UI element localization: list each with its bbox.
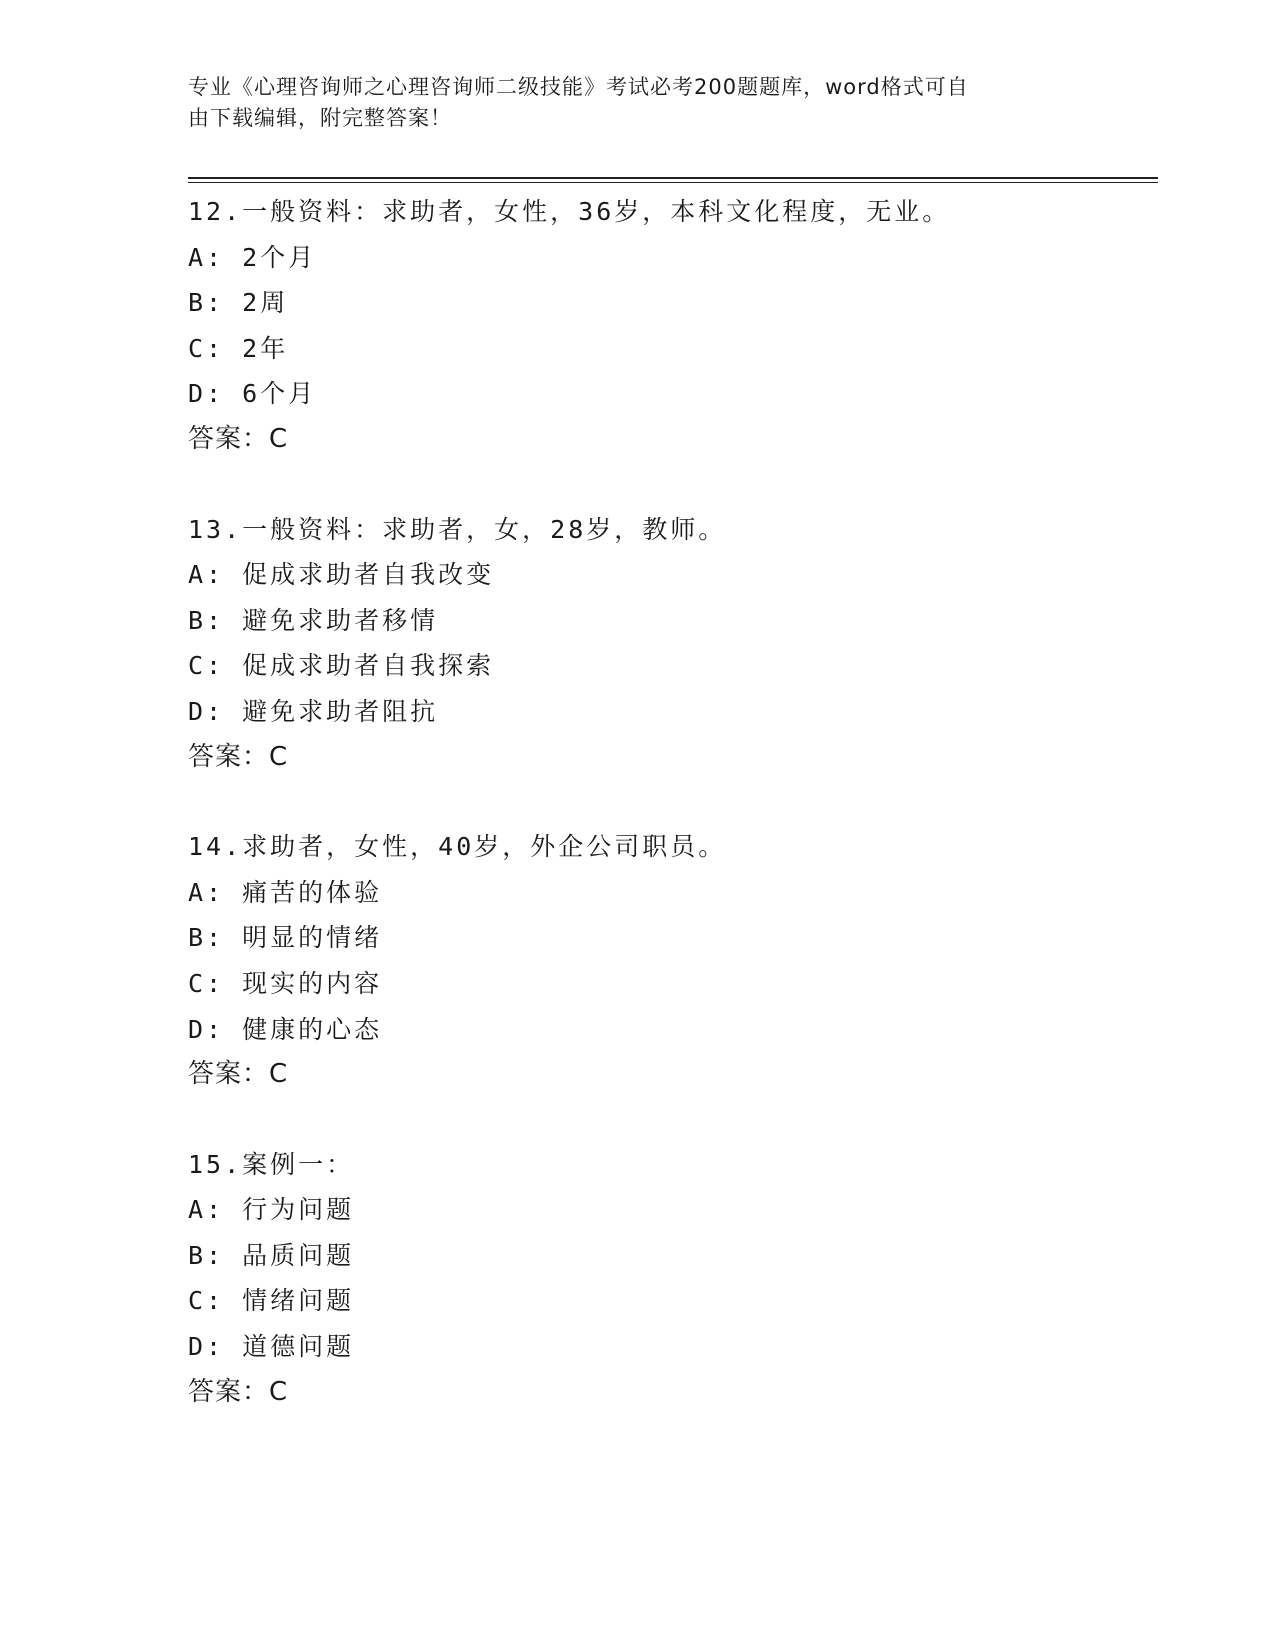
option-d: D: 健康的心态 [188,1014,383,1044]
header-intro-line-1: 专业《心理咨询师之心理咨询师二级技能》考试必考200题题库，word格式可自 [188,75,969,99]
option-b: B: 避免求助者移情 [188,605,439,635]
option-a: A: 痛苦的体验 [188,877,383,907]
answer-line: 答案：C [188,1059,289,1090]
question-list [188,189,1148,1459]
header-rule-thin [188,182,1158,183]
option-c: C: 促成求助者自我探索 [188,651,495,681]
question-15 [188,1142,1148,1416]
option-a: A: 行为问题 [188,1195,355,1225]
option-a: A: 促成求助者自我改变 [188,560,495,590]
question-14 [188,824,1148,1098]
question-stem: 14.求助者，女性，40岁，外企公司职员。 [188,832,727,862]
question-13 [188,507,1148,781]
option-b: B: 品质问题 [188,1240,355,1270]
answer-line: 答案：C [188,1376,289,1407]
document-header [188,72,1068,134]
option-c: C: 情绪问题 [188,1286,355,1316]
answer-line: 答案：C [188,423,289,454]
option-d: D: 避免求助者阻抗 [188,696,439,726]
header-rule-thick [188,177,1158,179]
answer-line: 答案：C [188,741,289,772]
option-d: D: 6个月 [188,379,317,409]
question-stem: 15.案例一： [188,1149,355,1179]
option-a: A: 2个月 [188,242,317,272]
option-b: B: 明显的情绪 [188,923,383,953]
option-b: B: 2周 [188,288,289,318]
option-d: D: 道德问题 [188,1332,355,1362]
header-intro-line-2: 由下载编辑，附完整答案！ [188,106,452,130]
question-stem: 13.一般资料：求助者，女，28岁，教师。 [188,514,727,544]
option-c: C: 2年 [188,333,289,363]
question-12 [188,189,1148,463]
option-c: C: 现实的内容 [188,968,383,998]
question-stem: 12.一般资料：求助者，女性，36岁，本科文化程度，无业。 [188,197,951,226]
